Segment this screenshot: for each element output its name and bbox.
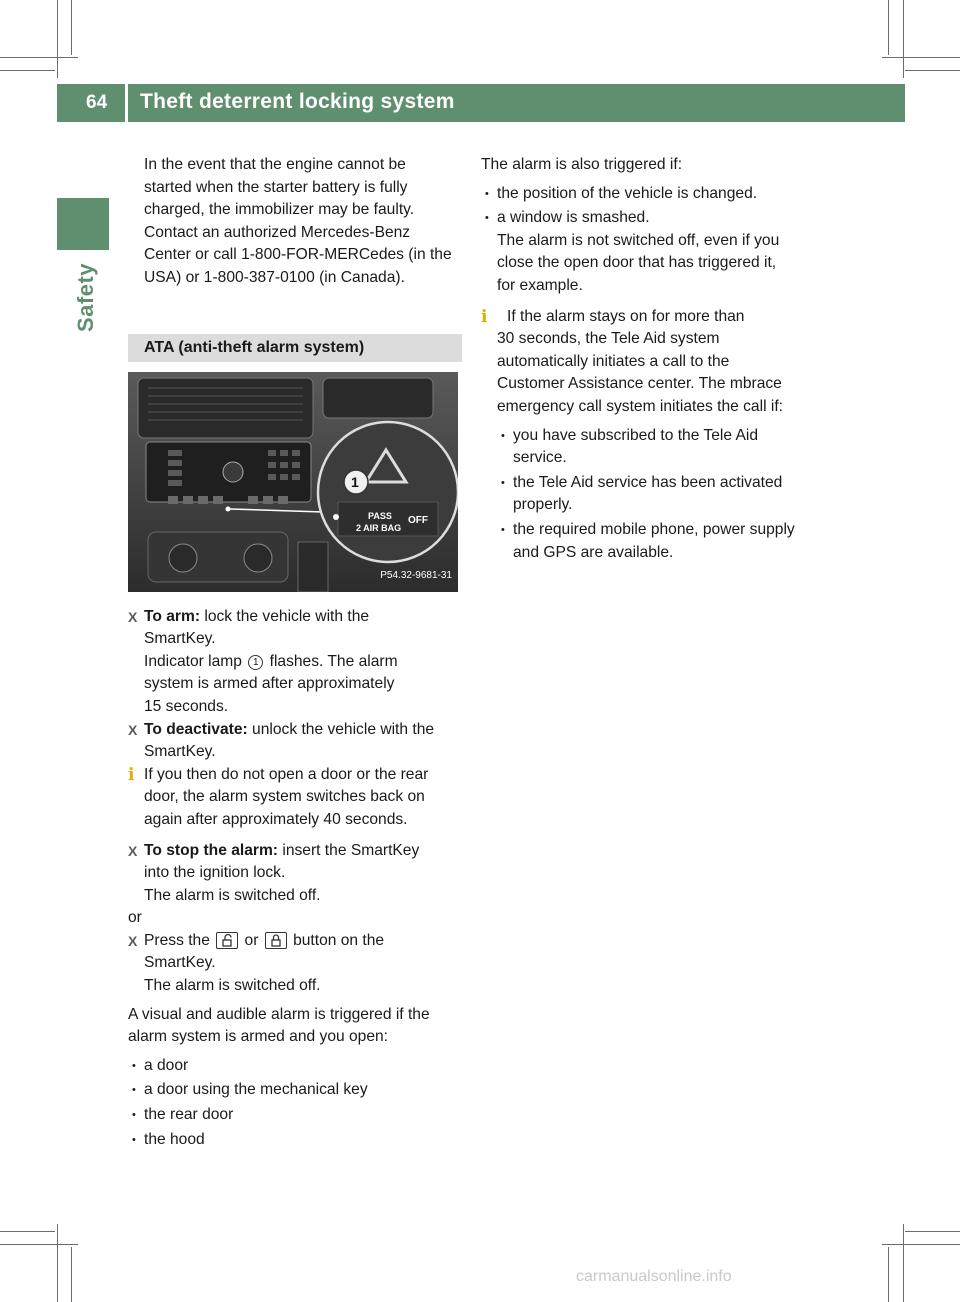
list-item-note — [481, 230, 821, 298]
info-icon: i — [128, 764, 135, 785]
step-label: To deactivate: — [144, 720, 248, 738]
crop-mark — [57, 0, 58, 78]
text-line: again after approximately 40 seconds. — [144, 810, 408, 828]
text-line: If the alarm stays on for more than — [507, 307, 745, 325]
step-arrow-icon: X — [128, 842, 138, 859]
list-item: • the Tele Aid service has been activated properly. — [501, 473, 783, 514]
text-line: or — [240, 931, 263, 949]
text-line: unlock the vehicle with the — [247, 720, 435, 738]
text-line: emergency call system initiates the call if: — [497, 397, 783, 415]
crop-mark — [0, 57, 78, 58]
text-line: Contact an authorized Mercedes-Benz — [144, 223, 411, 241]
page-title: Theft deterrent locking system — [140, 90, 455, 113]
crop-mark — [57, 1224, 58, 1302]
step-arm — [128, 606, 462, 719]
crop-mark — [0, 70, 55, 71]
intro-paragraph — [128, 154, 462, 290]
crop-mark — [888, 0, 889, 55]
page-number: 64 — [86, 92, 108, 113]
crop-mark — [882, 57, 960, 58]
text-line: In the event that the engine cannot be — [144, 156, 406, 173]
text-line: SmartKey. — [144, 630, 216, 648]
crop-mark — [882, 1244, 960, 1245]
text-line: flashes. The alarm — [265, 652, 398, 670]
text-line: 15 seconds. — [144, 697, 229, 715]
figure-button-text: PASS — [368, 510, 392, 521]
info-note — [128, 764, 462, 832]
crop-mark — [903, 1224, 904, 1302]
list-item: • a door — [132, 1056, 189, 1074]
step-label: To arm: — [144, 607, 201, 625]
info-note — [481, 306, 821, 565]
list-item: • you have subscribed to the Tele Aid service. — [501, 426, 759, 467]
crop-mark — [905, 70, 960, 71]
step-arrow-icon: X — [128, 932, 138, 949]
text-line: button on the — [288, 931, 385, 949]
trigger-intro — [128, 1004, 462, 1049]
text-line: system is armed after approximately — [144, 675, 395, 693]
list-item: • the position of the vehicle is changed. — [485, 184, 758, 202]
text-line: The alarm is switched off. — [144, 977, 321, 995]
crop-mark — [0, 1231, 55, 1232]
dashboard-figure — [128, 372, 458, 592]
header-separator — [125, 84, 128, 122]
crop-mark — [903, 0, 904, 78]
text-line: started when the starter battery is fully — [144, 178, 408, 196]
text-line: into the ignition lock. — [144, 864, 286, 882]
text-line: door, the alarm system switches back on — [144, 788, 425, 806]
step-deactivate — [128, 719, 462, 764]
text-line: insert the SmartKey — [278, 841, 420, 859]
info-icon: i — [481, 306, 488, 327]
unlock-key-icon — [216, 932, 238, 949]
section-tab-label: Safety — [73, 262, 98, 332]
text-line: Press the — [144, 931, 215, 949]
text-line: lock the vehicle with the — [200, 607, 370, 625]
reference-number: 1 — [248, 655, 263, 670]
text-line: The alarm is not switched off, even if you — [497, 231, 780, 249]
list-item: • the required mobile phone, power supply and GPS are available. — [501, 520, 795, 561]
list-item: • a window is smashed. — [485, 209, 650, 227]
text-line: close the open door that has triggered it, — [497, 254, 777, 272]
text-line: If you then do not open a door or the rear — [144, 765, 429, 783]
right-column — [481, 154, 821, 564]
text-line: The alarm is switched off. — [144, 886, 321, 904]
text-line: The alarm is also triggered if: — [481, 156, 683, 173]
text-line: SmartKey. — [144, 954, 216, 972]
step-press-button — [128, 930, 462, 998]
list-item: • the rear door — [132, 1106, 234, 1124]
list-item: • the hood — [132, 1130, 205, 1148]
text-line: Center or call 1-800-FOR-MERCedes (in the — [144, 246, 452, 264]
figure-label: P54.32-9681-31 — [380, 569, 452, 581]
dashboard-illustration — [128, 372, 458, 592]
text-line: USA) or 1-800-387-0100 (in Canada). — [144, 268, 405, 286]
left-column — [128, 154, 462, 1151]
text-line: automatically initiates a call to the — [497, 352, 730, 370]
text-line: A visual and audible alarm is triggered if the — [128, 1005, 430, 1023]
text-line: charged, the immobilizer may be faulty. — [144, 201, 415, 219]
list-item: • a door using the mechanical key — [132, 1081, 368, 1099]
section-heading: ATA (anti-theft alarm system) — [128, 334, 462, 362]
step-stop-alarm — [128, 840, 462, 908]
lock-key-icon — [265, 932, 287, 949]
text-line: for example. — [497, 276, 583, 294]
text-line: 30 seconds, the Tele Aid system — [497, 330, 720, 348]
text-line: SmartKey. — [144, 743, 216, 761]
trigger-list — [128, 1055, 462, 1151]
step-label: To stop the alarm: — [144, 841, 279, 859]
figure-button-text: OFF — [408, 514, 428, 526]
step-arrow-icon: X — [128, 721, 138, 738]
text-line: alarm system is armed and you open: — [128, 1028, 389, 1046]
crop-mark — [71, 0, 72, 55]
crop-mark — [0, 1244, 78, 1245]
watermark: carmanualsonline.info — [576, 1268, 732, 1285]
figure-callout-number: 1 — [351, 473, 359, 490]
crop-mark — [71, 1247, 72, 1302]
figure-button-text: 2 AIR BAG — [356, 522, 402, 533]
text-line: Indicator lamp — [144, 652, 247, 670]
crop-mark — [888, 1247, 889, 1302]
or-text: or — [128, 909, 142, 927]
step-arrow-icon: X — [128, 608, 138, 625]
info-list — [497, 425, 821, 565]
section-tab-block — [57, 198, 109, 250]
crop-mark — [905, 1231, 960, 1232]
text-line: Customer Assistance center. The mbrace — [497, 375, 782, 393]
